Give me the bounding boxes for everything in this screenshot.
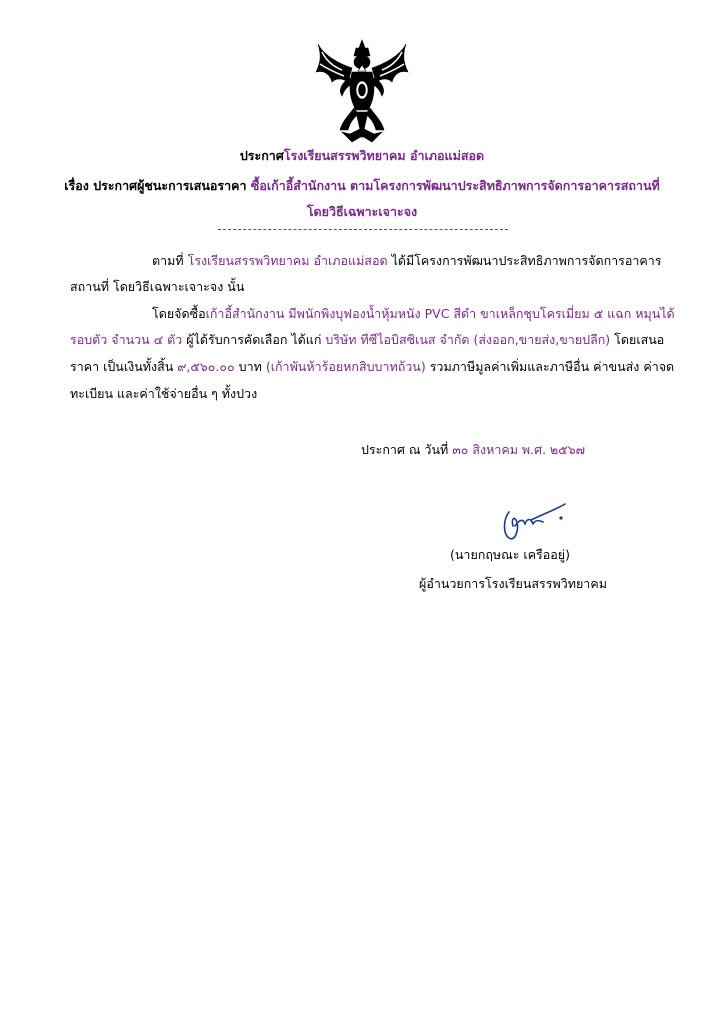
paragraph-2-line-1 xyxy=(152,304,675,324)
paragraph-2-line-2 xyxy=(70,330,664,350)
divider-line xyxy=(218,229,508,230)
p2-selected: ผู้ได้รับการคัดเลือก ได้แก่ xyxy=(186,332,322,347)
subject-text: ซื้อเก้าอี้สำนักงาน ตามโครงการพัฒนาประสิทธิภาพการจัดการอาคารสถานที่ xyxy=(250,178,660,193)
announcement-subject xyxy=(0,176,724,196)
announcement-date-line xyxy=(361,440,585,460)
signer-name: (นายกฤษณะ เครืออยู่) xyxy=(450,547,570,562)
paragraph-1-line-1 xyxy=(152,251,662,271)
paragraph-1-line-2: สถานที่ โดยวิธีเฉพาะเจาะจง นั้น xyxy=(70,279,245,294)
p2-total-label: ราคา เป็นเงินทั้งสิ้น xyxy=(70,359,174,374)
title-org: โรงเรียนสรรพวิทยาคม อำเภอแม่สอด xyxy=(283,148,485,163)
signer-title: ผู้อำนวยการโรงเรียนสรรพวิทยาคม xyxy=(419,576,607,591)
announce-date: ๓๐ สิงหาคม พ.ศ. ๒๕๖๗ xyxy=(452,442,586,457)
announcement-title xyxy=(0,146,724,166)
subject-label: เรื่อง ประกาศผู้ชนะการเสนอราคา xyxy=(64,178,247,193)
handwritten-signature xyxy=(495,500,575,548)
p2-lead: โดยจัดซื้อ xyxy=(152,306,206,321)
p2-item-line2: รอบตัว จำนวน ๔ ตัว xyxy=(70,332,183,347)
p1-lead: ตามที่ xyxy=(152,253,184,268)
announce-label: ประกาศ ณ วันที่ xyxy=(361,442,449,457)
p2-offer: โดยเสนอ xyxy=(614,332,665,347)
p2-item: เก้าอี้สำนักงาน มีพนักพิงบุฟองน้ำหุ้มหนัง PVC สีดำ ขาเหล็กชุบโครเมี่ยม ๕ แฉก หมุนได้ xyxy=(205,306,675,321)
paragraph-2-line-4: ทะเบียน และค่าใช้จ่ายอื่น ๆ ทั้งปวง xyxy=(70,386,258,401)
paragraph-2-line-3 xyxy=(70,357,674,377)
p1-org: โรงเรียนสรรพวิทยาคม อำเภอแม่สอด xyxy=(187,253,388,268)
p2-amount: ๙,๕๖๐.๐๐ xyxy=(177,359,235,374)
p2-vendor: บริษัท ทีซีไอบิสซิเนส จำกัด (ส่งออก,ขายส่ง,ขายปลีก) xyxy=(325,332,611,347)
title-prefix: ประกาศ xyxy=(239,148,284,163)
subject-text-line2: โดยวิธีเฉพาะเจาะจง xyxy=(306,204,418,219)
garuda-emblem-icon xyxy=(312,38,412,148)
p2-amount-words: (เก้าพันห้าร้อยหกสิบบาทถ้วน) xyxy=(265,359,426,374)
p2-currency: บาท xyxy=(238,359,262,374)
p2-tax-note: รวมภาษีมูลค่าเพิ่มและภาษีอื่น ค่าขนส่ง ค่าจด xyxy=(429,359,675,374)
p1-rest: ได้มีโครงการพัฒนาประสิทธิภาพการจัดการอาคาร xyxy=(391,253,662,268)
